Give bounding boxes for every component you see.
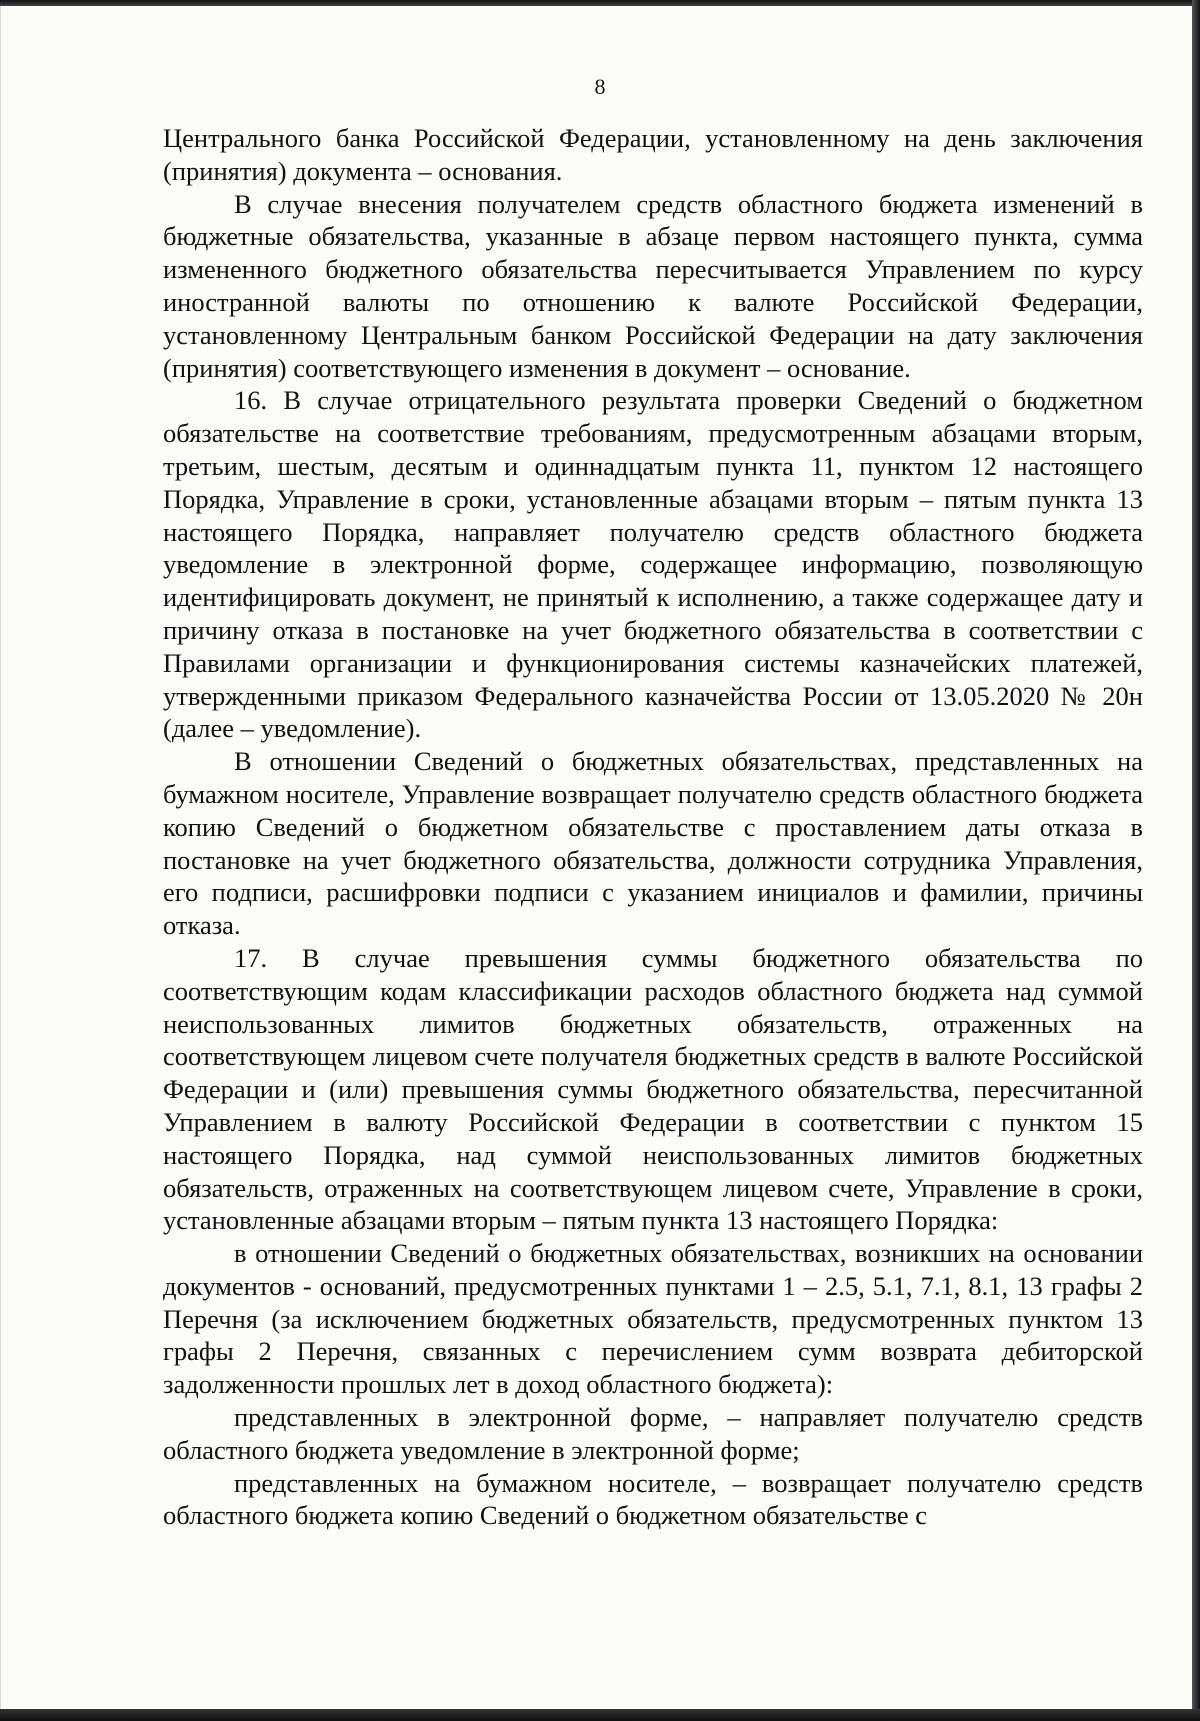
paragraph: В случае внесения получателем средств областного бюджета изменений в бюджетные обязательства, указанные в абзаце первом настоящего пункта, сумма измененного бюджетного обязательства пересчитывается Управлением по курсу иностранной валюты по отношению к валюте Российской Федерации, установленному Центральным банком Российской Федерации на дату заключения (принятия) соответствующего изменения в документ – основание.: [163, 188, 1143, 383]
scan-edge-bottom: [0, 1709, 1200, 1721]
document-body: [163, 122, 1143, 1532]
scan-edge-right: [1192, 0, 1200, 1721]
scan-edge-top: [0, 0, 1200, 6]
paragraph-clause-17: 17. В случае превышения суммы бюджетного обязательства по соответствующим кодам классификации расходов областного бюджета над суммой неиспользованных лимитов бюджетных обязательств, отраженных на соответствующем лицевом счете получателя бюджетных средств в валюте Российской Федерации и (или) превышения суммы бюджетного обязательства, пересчитанной Управлением в валюту Российской Федерации в соответствии с пунктом 15 настоящего Порядка, над суммой неиспользованных лимитов бюджетных обязательств, отраженных на соответствующем лицевом счете, Управление в сроки, установленные абзацами вторым – пятым пункта 13 настоящего Порядка:: [163, 942, 1143, 1236]
paragraph: в отношении Сведений о бюджетных обязательствах, возникших на основании документов - оснований, предусмотренных пунктами 1 – 2.5, 5.1, 7.1, 8.1, 13 графы 2 Перечня (за исключением бюджетных обязательств, предусмотренных пунктом 13 графы 2 Перечня, связанных с перечислением сумм возврата дебиторской задолженности прошлых лет в доход областного бюджета):: [163, 1238, 1143, 1400]
paragraph: представленных в электронной форме, – направляет получателю средств областного бюджета уведомление в электронной форме;: [163, 1402, 1143, 1465]
paragraph-clause-16: 16. В случае отрицательного результата проверки Сведений о бюджетном обязательстве на соответствие требованиям, предусмотренным абзацами вторым, третьим, шестым, десятым и одиннадцатым пункта 11, пунктом 12 настоящего Порядка, Управление в сроки, установленные абзацами вторым – пятым пункта 13 настоящего Порядка, направляет получателю средств областного бюджета уведомление в электронной форме, содержащее информацию, позволяющую идентифицировать документ, не принятый к исполнению, а также содержащее дату и причину отказа в постановке на учет бюджетного обязательства в соответствии с Правилами организации и функционирования системы казначейских платежей, утвержденными приказом Федерального казначейства России от 13.05.2020 № 20н (далее – уведомление).: [163, 385, 1143, 744]
paragraph: представленных на бумажном носителе, – возвращает получателю средств областного бюджета копию Сведений о бюджетном обязательстве с: [163, 1467, 1143, 1531]
paragraph: В отношении Сведений о бюджетных обязательствах, представленных на бумажном носителе, Управление возвращает получателю средств областного бюджета копию Сведений о бюджетном обязательстве с проставлением даты отказа в постановке на учет бюджетного обязательства, должности сотрудника Управления, его подписи, расшифровки подписи с указанием инициалов и фамилии, причины отказа.: [163, 746, 1143, 941]
paragraph-continuation: Центрального банка Российской Федерации, установленному на день заключения (принятия) документа – основания.: [163, 123, 1143, 186]
page-number: 8: [594, 74, 606, 99]
